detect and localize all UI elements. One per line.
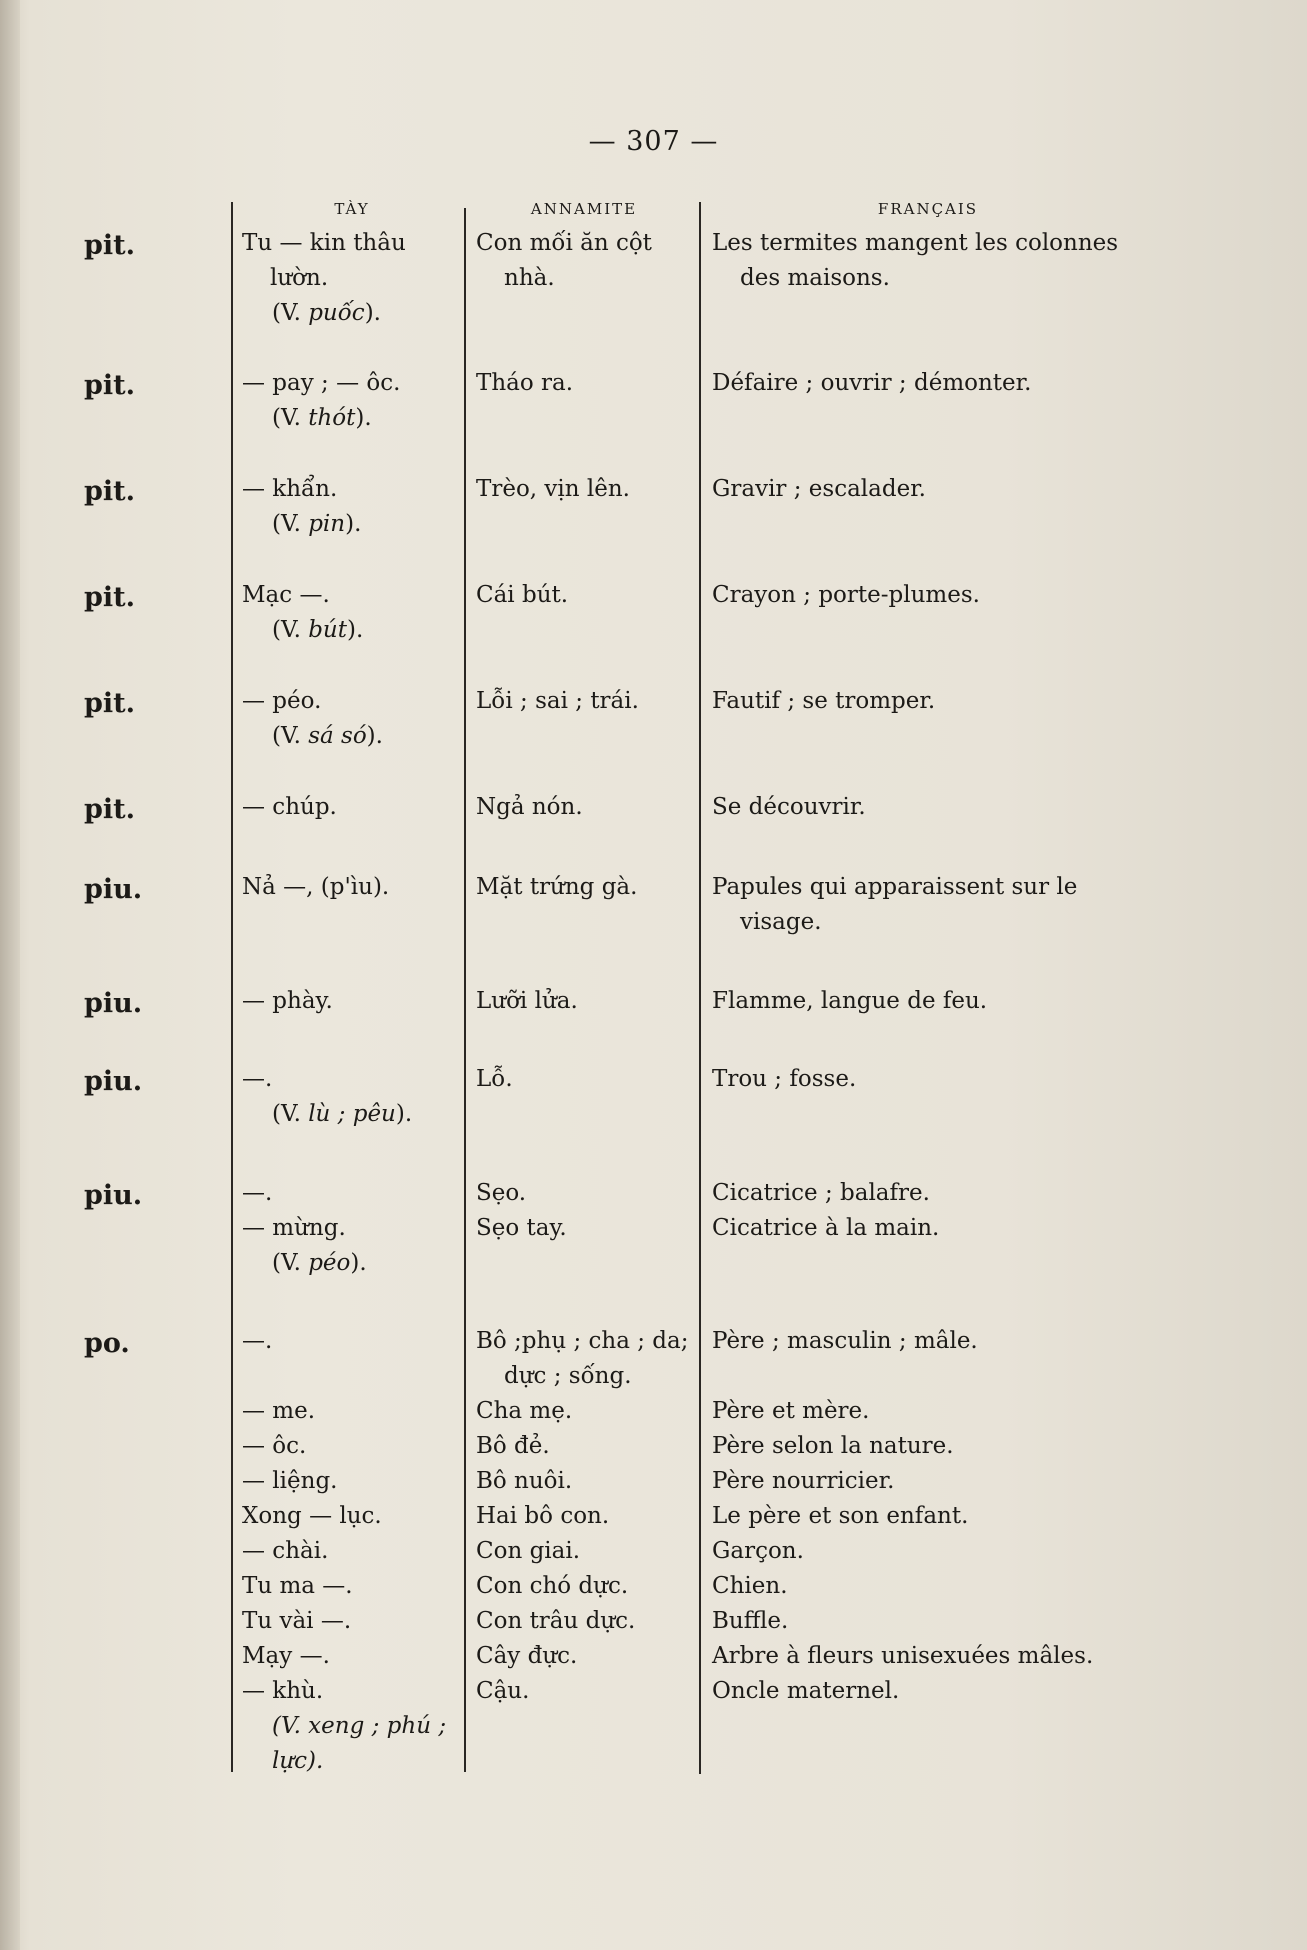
french-text bbox=[712, 1324, 1144, 1709]
annamite-line: Cha mẹ. bbox=[476, 1398, 573, 1424]
tay-reference: (V. sá só). bbox=[272, 723, 383, 749]
tay-reference: (V. bút). bbox=[272, 617, 364, 643]
annamite-text bbox=[476, 1062, 698, 1097]
column-header-francais: FRANÇAIS bbox=[877, 200, 979, 218]
french-line: Le père et son enfant. bbox=[712, 1503, 969, 1529]
page-number: — 307 — bbox=[588, 126, 719, 157]
annamite-line: Sẹo. bbox=[476, 1180, 527, 1206]
french-text bbox=[712, 870, 1144, 940]
headword: pit. bbox=[84, 476, 136, 507]
headword: pit. bbox=[84, 688, 136, 719]
annamite-line: dực ; sống. bbox=[504, 1363, 632, 1389]
tay-line: —. bbox=[242, 1066, 273, 1092]
tay-text bbox=[242, 684, 462, 754]
annamite-line: Lỗ. bbox=[476, 1066, 513, 1092]
annamite-line: Cái bút. bbox=[476, 582, 569, 608]
annamite-line: Cậu. bbox=[476, 1678, 530, 1704]
tay-line: — pay ; — ôc. bbox=[242, 370, 401, 396]
headword: pit. bbox=[84, 794, 136, 825]
tay-reference: (V. puốc). bbox=[272, 300, 381, 326]
tay-line: — mừng. bbox=[242, 1215, 346, 1241]
french-text bbox=[712, 1062, 1144, 1097]
tay-line: lườn. bbox=[270, 265, 329, 291]
column-header-annamite: ANNAMITE bbox=[530, 200, 638, 218]
headword: pit. bbox=[84, 370, 136, 401]
french-line: Père selon la nature. bbox=[712, 1433, 954, 1459]
annamite-line: Bô nuôi. bbox=[476, 1468, 573, 1494]
french-line: visage. bbox=[740, 909, 822, 935]
column-rule-left bbox=[231, 202, 233, 1772]
annamite-line: Cây đực. bbox=[476, 1643, 578, 1669]
french-text bbox=[712, 226, 1144, 296]
french-line: Trou ; fosse. bbox=[712, 1066, 857, 1092]
tay-reference: (V. lù ; pêu). bbox=[272, 1101, 413, 1127]
tay-text bbox=[242, 472, 462, 542]
french-line: Père et mère. bbox=[712, 1398, 870, 1424]
headword: piu. bbox=[84, 874, 143, 905]
french-line bbox=[712, 1359, 1144, 1394]
annamite-line: Hai bô con. bbox=[476, 1503, 610, 1529]
tay-text bbox=[242, 366, 462, 436]
french-text bbox=[712, 684, 1144, 719]
french-line: Père ; masculin ; mâle. bbox=[712, 1328, 978, 1354]
french-line: Se découvrir. bbox=[712, 794, 866, 820]
french-line: Arbre à fleurs unisexuées mâles. bbox=[712, 1643, 1094, 1669]
book-binding-edge bbox=[0, 0, 20, 1950]
annamite-line: Con giai. bbox=[476, 1538, 581, 1564]
tay-line: — me. bbox=[242, 1398, 316, 1424]
tay-line: —. bbox=[242, 1180, 273, 1206]
tay-line: — chúp. bbox=[242, 794, 337, 820]
french-line: Crayon ; porte-plumes. bbox=[712, 582, 980, 608]
annamite-line: Ngả nón. bbox=[476, 794, 583, 820]
french-line: Oncle maternel. bbox=[712, 1678, 900, 1704]
tay-text bbox=[242, 578, 462, 648]
tay-line: — chài. bbox=[242, 1538, 329, 1564]
headword: piu. bbox=[84, 1180, 143, 1211]
tay-line: — khù. bbox=[242, 1678, 324, 1704]
tay-line: — khẩn. bbox=[242, 476, 338, 502]
column-header-tay: TÀY bbox=[334, 200, 370, 218]
french-line: Cicatrice à la main. bbox=[712, 1215, 940, 1241]
tay-line: —. bbox=[242, 1328, 273, 1354]
headword: pit. bbox=[84, 230, 136, 261]
annamite-line: Sẹo tay. bbox=[476, 1215, 567, 1241]
annamite-text bbox=[476, 1176, 698, 1246]
annamite-text bbox=[476, 984, 698, 1019]
tay-line: — phày. bbox=[242, 988, 333, 1014]
annamite-line: Tháo ra. bbox=[476, 370, 574, 396]
french-text bbox=[712, 472, 1144, 507]
annamite-line: Con mối ăn cột bbox=[476, 230, 652, 256]
tay-line: Mạy —. bbox=[242, 1643, 330, 1669]
tay-reference: (V. péo). bbox=[272, 1250, 367, 1276]
tay-text bbox=[242, 1062, 462, 1132]
french-line: Papules qui apparaissent sur le bbox=[712, 874, 1078, 900]
tay-line: — péo. bbox=[242, 688, 322, 714]
annamite-text bbox=[476, 366, 698, 401]
french-text bbox=[712, 984, 1144, 1019]
annamite-line: Bô đẻ. bbox=[476, 1433, 550, 1459]
tay-reference: (V. xeng ; phú ; bbox=[272, 1713, 447, 1739]
annamite-line: nhà. bbox=[504, 265, 555, 291]
tay-line: Tu vài —. bbox=[242, 1608, 352, 1634]
tay-reference: lực). bbox=[272, 1748, 324, 1774]
tay-text bbox=[242, 790, 462, 825]
annamite-text bbox=[476, 790, 698, 825]
french-line: Les termites mangent les colonnes bbox=[712, 230, 1119, 256]
annamite-text bbox=[476, 684, 698, 719]
french-line: Père nourricier. bbox=[712, 1468, 895, 1494]
tay-text bbox=[242, 226, 462, 331]
french-line: Gravir ; escalader. bbox=[712, 476, 926, 502]
french-line: Flamme, langue de feu. bbox=[712, 988, 988, 1014]
annamite-text bbox=[476, 870, 698, 905]
tay-text bbox=[242, 1176, 462, 1281]
annamite-line: Lưỡi lửa. bbox=[476, 988, 578, 1014]
tay-line: Tu ma —. bbox=[242, 1573, 353, 1599]
annamite-line: Mặt trứng gà. bbox=[476, 874, 638, 900]
french-line: Garçon. bbox=[712, 1538, 804, 1564]
headword: pit. bbox=[84, 582, 136, 613]
tay-line bbox=[242, 1359, 462, 1394]
french-text bbox=[712, 1176, 1144, 1246]
annamite-line: Trèo, vịn lên. bbox=[476, 476, 630, 502]
column-rule-middle bbox=[464, 208, 466, 1772]
annamite-line: Bô ;phụ ; cha ; da; bbox=[476, 1328, 689, 1354]
tay-text bbox=[242, 984, 462, 1019]
tay-line: Xong — lục. bbox=[242, 1503, 382, 1529]
annamite-line: Con chó dực. bbox=[476, 1573, 629, 1599]
headword: piu. bbox=[84, 1066, 143, 1097]
french-text bbox=[712, 366, 1144, 401]
headword: po. bbox=[84, 1328, 130, 1359]
tay-line: — ôc. bbox=[242, 1433, 307, 1459]
french-line: Fautif ; se tromper. bbox=[712, 688, 936, 714]
annamite-text bbox=[476, 1324, 698, 1709]
french-line: Chien. bbox=[712, 1573, 788, 1599]
tay-line: Mạc —. bbox=[242, 582, 330, 608]
headword: piu. bbox=[84, 988, 143, 1019]
tay-line: — liệng. bbox=[242, 1468, 338, 1494]
tay-line: Nả —, (p'ìu). bbox=[242, 874, 390, 900]
french-text bbox=[712, 790, 1144, 825]
annamite-text bbox=[476, 472, 698, 507]
column-rule-right bbox=[699, 202, 701, 1774]
french-line: Défaire ; ouvrir ; démonter. bbox=[712, 370, 1032, 396]
annamite-line: Con trâu dực. bbox=[476, 1608, 636, 1634]
french-line: Cicatrice ; balafre. bbox=[712, 1180, 930, 1206]
tay-text bbox=[242, 1324, 462, 1779]
french-line: Buffle. bbox=[712, 1608, 789, 1634]
tay-text bbox=[242, 870, 462, 905]
annamite-text bbox=[476, 578, 698, 613]
french-line: des maisons. bbox=[740, 265, 890, 291]
tay-reference: (V. pin). bbox=[272, 511, 362, 537]
tay-line: Tu — kin thâu bbox=[242, 230, 406, 256]
tay-reference: (V. thót). bbox=[272, 405, 372, 431]
annamite-line: Lỗi ; sai ; trái. bbox=[476, 688, 639, 714]
annamite-text bbox=[476, 226, 698, 296]
french-text bbox=[712, 578, 1144, 613]
